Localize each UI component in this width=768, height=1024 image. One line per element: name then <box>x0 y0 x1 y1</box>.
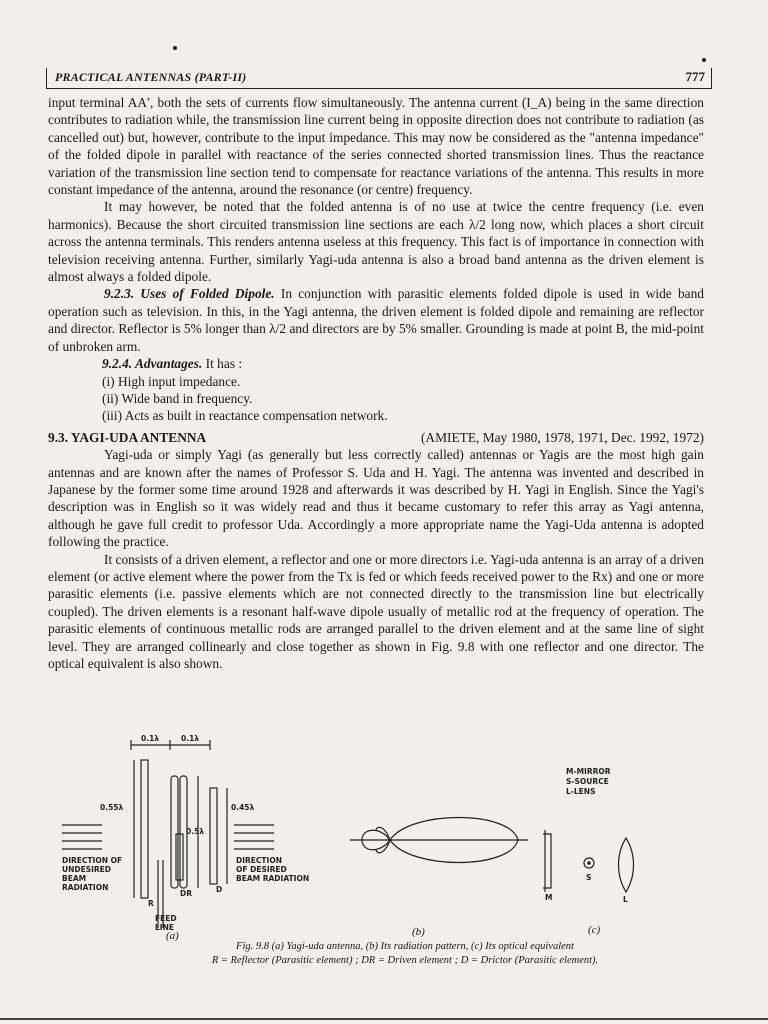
stray-mark <box>173 46 177 50</box>
advantages-tail: It has : <box>202 356 243 372</box>
stray-mark <box>702 58 706 62</box>
caption-line-1: Fig. 9.8 (a) Yagi-uda antenna, (b) Its radiation pattern, (c) Its optical equivalent <box>236 941 574 952</box>
sublabel-c: (c) <box>588 924 601 936</box>
driven-element-left-arm <box>171 776 178 888</box>
reflector-letter: R <box>148 899 154 908</box>
advantages-heading-line <box>48 355 704 372</box>
desired-label-3: BEAM RADIATION <box>236 874 310 883</box>
spacing-label-2: 0.1λ <box>181 734 200 743</box>
mirror <box>543 834 551 888</box>
advantage-item: (i) High input impedance. <box>102 373 241 389</box>
desired-label-2: OF DESIRED <box>236 865 287 874</box>
yagi-antenna-diagram <box>62 740 274 928</box>
undesired-label-3: BEAM <box>62 874 87 883</box>
legend-mirror: M-MIRROR <box>566 767 611 776</box>
undesired-label-1: DIRECTION OF <box>62 856 123 865</box>
section-heading <box>48 429 704 446</box>
director-letter: D <box>216 885 223 894</box>
mirror-letter: M <box>545 893 553 902</box>
spacing-label-1: 0.1λ <box>141 734 160 743</box>
paragraph-1: input terminal AA′, both the sets of currents flow simultaneously. The antenna current (I_A) being in the same direction contributes to radiation while, the transmission line current being in opposite direction does not contribute to radiation (as cancelled out) but, however, contribute to the input impedance. This may now be considered as the "antenna impedance" of the folded dipole in parallel with reactance of the series connected shorted transmission lines. Thus the reactance variation of the transmission line section tend to compensate for reactance variations of the antenna. This results in more constant impedance of the antenna, around the resonance (or centre) frequency. <box>48 95 704 198</box>
advantage-item: (iii) Acts as built in reactance compensation network. <box>102 408 388 424</box>
undesired-label-4: RADIATION <box>62 883 109 892</box>
running-head: PRACTICAL ANTENNAS (PART-II) <box>55 70 247 84</box>
radiation-pattern-diagram <box>350 818 528 863</box>
feed-label-1: FEED <box>155 914 177 923</box>
driven-length-label: 0.5λ <box>186 827 205 836</box>
lens <box>619 838 634 892</box>
reflector-element <box>141 760 148 898</box>
body-text <box>48 94 704 672</box>
reflector-length-label: 0.55λ <box>100 803 124 812</box>
paragraph-uses <box>48 285 704 355</box>
feed-label-2: LINE <box>155 923 174 932</box>
paragraph-yagi-intro: Yagi-uda or simply Yagi (as generally but less correctly called) antennas or Yagis are the most high gain antennas and are known after the names of Professor S. Uda and H. Yagi. The antenna was invented and described in Japanese by the former some time around 1928 and afterwards it was described by H. Yagi in English. Since the Yagi's description was in English so it was widely read and thus it became customary to refer this array as Yagi antenna, although he gave full credit to professor Uda. Accordingly a more appropriate name the Yagi-Uda antenna is adopted following the practice. <box>48 447 704 550</box>
uses-heading: 9.2.3. Uses of Folded Dipole. <box>104 286 275 302</box>
advantage-item: (ii) Wide band in frequency. <box>102 390 253 406</box>
section-reference: (AMIETE, May 1980, 1978, 1971, Dec. 1992, 1972) <box>420 429 704 445</box>
source-letter: S <box>586 873 592 882</box>
optical-equivalent-diagram <box>543 830 634 892</box>
page-bottom-edge <box>0 1018 768 1020</box>
paragraph-2: It may however, be noted that the folded antenna is of no use at twice the centre frequency (i.e. even harmonics). Because the short circuited transmission line sections are each λ/2 long now, which places a short circuit across the antenna terminals. This renders antenna useless at this frequency. This fact is of importance in connection with television receiving antenna. Further, similarly Yagi-uda antenna is also a broad band antenna as the driven element is almost always a folded dipole. <box>48 199 704 285</box>
legend-source: S-SOURCE <box>566 777 609 786</box>
director-element <box>210 788 217 884</box>
legend-lens: L-LENS <box>566 787 596 796</box>
source-dot <box>588 862 590 864</box>
sublabel-a: (a) <box>166 930 179 942</box>
director-length-label: 0.45λ <box>231 803 255 812</box>
advantages-heading: 9.2.4. Advantages. <box>102 356 203 372</box>
sublabel-b: (b) <box>412 926 425 938</box>
desired-label-1: DIRECTION <box>236 856 282 865</box>
driven-letter: DR <box>180 889 193 898</box>
paragraph-yagi-description: It consists of a driven element, a reflector and one or more directors i.e. Yagi-uda antenna is an array of a driven element (or active element where the power from the Tx is fed or which feeds received power to the Rx) and one or more parasitic elements (i.e. passive elements which are not connected directly to the transmission line but electrically coupled). The driven elements is a resonant half-wave dipole usually of metallic rod at the frequency of operation. The parasitic elements of continuous metallic rods are arranged parallel to the driven element and at the same line of sight level. They are arranged collinearly and close together as shown in Fig. 9.8 with one reflector and one director. The optical equivalent is also shown. <box>48 551 704 671</box>
page-header <box>46 68 712 89</box>
uses-text: In conjunction with parasitic elements folded dipole is used in wide band operation such as television. In this, in the Yagi antenna, the driven element is folded dipole and remaining are reflector and director. Reflector is 5% longer than λ/2 and directors are by 5% smaller. Grounding is made at point B, the mid-point of unbroken arm. <box>48 286 704 354</box>
lens-letter: L <box>623 895 628 904</box>
section-title: 9.3. YAGI-UDA ANTENNA <box>48 429 207 445</box>
figure-caption <box>170 940 640 968</box>
caption-line-2: R = Reflector (Parasitic element) ; DR = Driven element ; D = Drictor (Parasitic element). <box>211 955 599 966</box>
figure-9-8 <box>40 730 730 960</box>
page-number: 777 <box>685 69 705 84</box>
undesired-label-2: UNDESIRED <box>62 865 112 874</box>
